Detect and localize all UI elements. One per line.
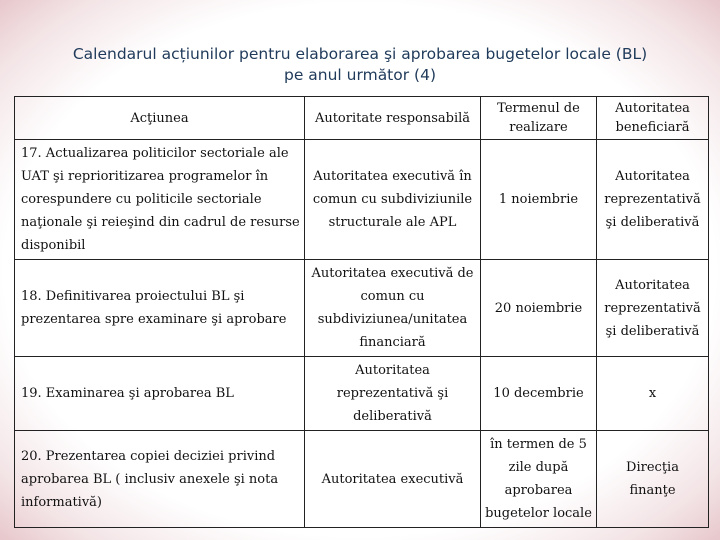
beneficiary-cell: Direcţia finanţe: [597, 431, 709, 528]
title-line-2: pe anul următor (4): [283, 66, 437, 84]
header-deadline: Termenul de realizare: [481, 97, 597, 140]
deadline-cell: în termen de 5 zile după aprobarea bugetelor locale: [481, 431, 597, 528]
table-row: [15, 260, 709, 357]
table-header-row: [15, 97, 709, 140]
beneficiary-cell: Autoritatea reprezentativă şi deliberativă: [597, 260, 709, 357]
action-cell: 17. Actualizarea politicilor sectoriale ale UAT şi reprioritizarea programelor în corespundere cu politicile sectoriale naţionale şi reieşind din cadrul de resurse disponibil: [15, 140, 305, 260]
responsible-cell: Autoritatea reprezentativă şi deliberativă: [305, 357, 481, 431]
header-responsible: Autoritate responsabilă: [305, 97, 481, 140]
beneficiary-cell: Autoritatea reprezentativă şi deliberativă: [597, 140, 709, 260]
action-cell: 18. Definitivarea proiectului BL şi prezentarea spre examinare şi aprobare: [15, 260, 305, 357]
table-row: [15, 431, 709, 528]
responsible-cell: Autoritatea executivă în comun cu subdiviziunile structurale ale APL: [305, 140, 481, 260]
actions-calendar-table: [14, 96, 709, 528]
action-cell: 19. Examinarea şi aprobarea BL: [15, 357, 305, 431]
table-row: [15, 357, 709, 431]
action-cell: 20. Prezentarea copiei deciziei privind aprobarea BL ( inclusiv anexele şi nota informativă): [15, 431, 305, 528]
responsible-cell: Autoritatea executivă: [305, 431, 481, 528]
beneficiary-cell: x: [597, 357, 709, 431]
page-title: [0, 44, 720, 86]
title-line-1: Calendarul acțiunilor pentru elaborarea şi aprobarea bugetelor locale (BL): [72, 45, 648, 63]
deadline-cell: 1 noiembrie: [481, 140, 597, 260]
responsible-cell: Autoritatea executivă de comun cu subdiviziunea/unitatea financiară: [305, 260, 481, 357]
table-row: [15, 140, 709, 260]
deadline-cell: 10 decembrie: [481, 357, 597, 431]
header-action: Acţiunea: [15, 97, 305, 140]
header-beneficiary: Autoritatea beneficiară: [597, 97, 709, 140]
deadline-cell: 20 noiembrie: [481, 260, 597, 357]
